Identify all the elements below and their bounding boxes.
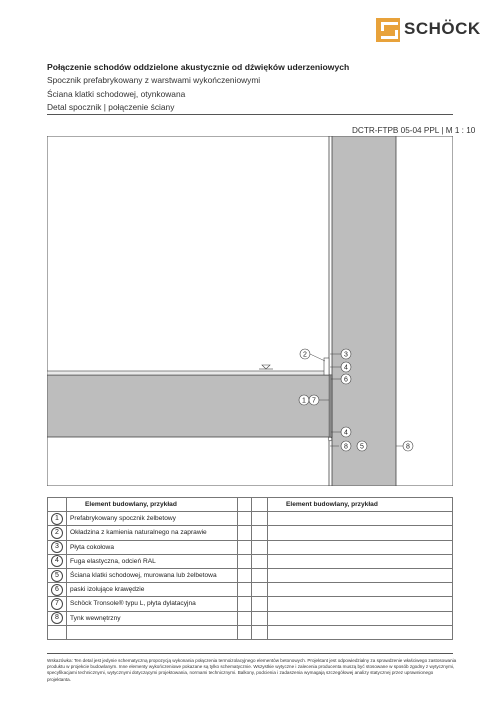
- svg-text:3: 3: [344, 351, 348, 359]
- page-title: Połączenie schodów oddzielone akustycznie od dźwięków uderzeniowych: [47, 62, 350, 72]
- logo-mark-icon: [376, 18, 400, 42]
- level-marker-icon: [262, 365, 270, 369]
- subtitle-landing: Spocznik prefabrykowany z warstwami wykończeniowymi: [47, 75, 261, 85]
- callout-7: [309, 395, 319, 405]
- callout-8: [341, 441, 351, 451]
- svg-text:1: 1: [302, 397, 306, 405]
- header-divider: [47, 114, 453, 115]
- callout-4-top: [341, 362, 351, 372]
- subtitle-detail: Detal spocznik | połączenie ściany: [47, 102, 175, 112]
- footnote: Wskazówka: Ten detal jest jedynie schematyczną propozycją wykonania połączenia termoizolacyjnego elementów betonowych. Projektant jest odpowiedzialny za sprawdzenie właściwego zastosowania produktu w projekcie budowlanym. Inne elementy wykończeniowe pokazane są tylko schematycznie. Wszystkie wytyczne i zalecenia producenta muszą być stosowane w sposób zgodny z wytycznymi, specyfikacjami technicznymi, wytycznymi dotyczącymi projektowania, normami technicznymi. Balkony, podcienia i zadaszenia wymagają szczegółowej analizy statycznej przez uprawnionego projektanta.: [47, 658, 457, 682]
- callout-2: [300, 349, 310, 359]
- svg-text:4: 4: [344, 364, 348, 372]
- sealant-joint: [328, 437, 332, 441]
- table-row: [48, 625, 453, 639]
- table-row: 4 Fuga elastyczna, odcień RAL: [48, 554, 453, 568]
- callout-8-right: [403, 441, 413, 451]
- tronsole-joint: [329, 375, 332, 437]
- svg-text:8: 8: [344, 443, 348, 451]
- callout-4-bottom: [341, 427, 351, 437]
- brand-name: SCHÖCK: [404, 19, 481, 38]
- table-row: 3 Płyta cokołowa: [48, 540, 453, 554]
- table-row: 7 Schöck Tronsole® typu L, płyta dylatacyjna: [48, 597, 453, 611]
- callout-3: [341, 349, 351, 359]
- legend-header-right: Element budowlany, przykład: [268, 498, 453, 512]
- svg-text:5: 5: [360, 443, 364, 451]
- legend-header-row: [48, 498, 453, 512]
- legend-table: [47, 497, 453, 640]
- svg-text:7: 7: [312, 397, 316, 405]
- table-row: 5 Ściana klatki schodowej, murowana lub żelbetowa: [48, 568, 453, 582]
- subtitle-wall: Ściana klatki schodowej, otynkowana: [47, 89, 186, 99]
- skirting-board: [324, 358, 329, 375]
- stone-cladding: [47, 371, 329, 375]
- drawing-reference: DCTR-FTPB 05-04 PPL | M 1 : 10: [352, 126, 476, 135]
- callout-1: [299, 395, 309, 405]
- callout-6: [341, 374, 351, 384]
- landing-slab: [47, 375, 332, 437]
- legend-header-left: Element budowlany, przykład: [67, 498, 238, 512]
- table-row: 2 Okładzina z kamienia naturalnego na zaprawie: [48, 526, 453, 540]
- schock-logo: [376, 18, 481, 44]
- table-row: 6 paski izolujące krawędzie: [48, 583, 453, 597]
- svg-text:4: 4: [344, 429, 348, 437]
- table-row: 1 Prefabrykowany spocznik żelbetowy: [48, 512, 453, 526]
- callout-5: [357, 441, 367, 451]
- svg-text:2: 2: [303, 351, 307, 359]
- table-row: 8 Tynk wewnętrzny: [48, 611, 453, 625]
- svg-text:6: 6: [344, 376, 348, 384]
- svg-text:8: 8: [406, 443, 410, 451]
- detail-drawing: [47, 136, 453, 486]
- footer-divider: [47, 653, 453, 654]
